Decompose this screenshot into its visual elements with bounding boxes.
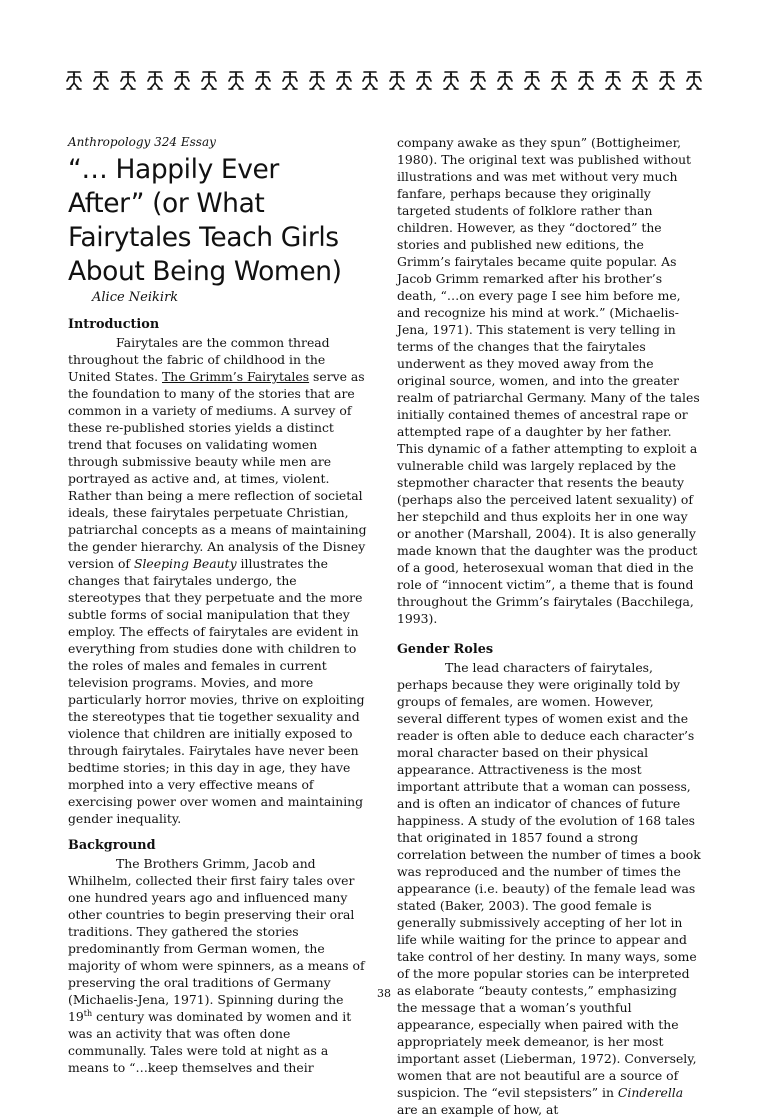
figure-ornament-icon [387, 69, 407, 91]
section-heading-introduction: Introduction [68, 317, 160, 332]
text-run: The lead characters of fairytales, perhaps because they were originally told by groups of females, are women. However, several different types of women exist and the reader is often able to deduce each character’s moral character based on their physical appearance. Attractiveness is the most important attribute that a woman can possess, and is often an indicator of chances of future happiness. A study of the evolution of 168 tales that originated in 1857 found a strong correlation between the number of times a book was reproduced and the number of times the appearance (i.e. beauty) of the female lead was stated (Baker, 2003). The good female is generally submissively accepting of her lot in life while waiting for the prince to appear and take control of her destiny. In many ways, some of the more popular stories can be interpreted as elaborate “beauty contests,” emphasizing the message that a woman’s youthful appearance, especially when paired with the appropriately meek demeanor, is her most important asset (Lieberman, 1972). Conversely, women that are not beautiful are a source of suspicion. The “evil stepsisters” in [397, 660, 701, 1100]
figure-ornament-icon [360, 69, 380, 91]
figure-ornament-icon [414, 69, 434, 91]
figure-ornament-icon [307, 69, 327, 91]
introduction-paragraph [68, 334, 368, 827]
title-line: Fairytales Teach Girls [68, 222, 339, 253]
right-column [397, 134, 701, 1118]
gender-roles-paragraph [397, 659, 701, 1118]
figure-ornament-icon [522, 69, 542, 91]
figure-ornament-icon [172, 69, 192, 91]
essay-kicker: Anthropology 324 Essay [68, 135, 216, 149]
story-title-italic: Cinderella [617, 1085, 684, 1100]
text-run: company awake as they spun” (Bottigheimer, 1980). The original text was published without illustrations and was met without very much fanfare, perhaps because they originally targeted students of folklore rather than children. However, as they “doctored” the stories and published new editions, the Grimm’s fairytales became quite popular. As Jacob Grimm remarked after his brother’s death, “…on every page I see him before me, and recognize his mind at work.” (Michaelis-Jena, 1971). This statement is very telling in terms of the changes that the fairytales underwent as they moved away from the original source, women, and into the greater realm of patriarchal Germany. Many of the tales initially contained themes of ancestral rape or attempted rape of a daughter by her father. This dynamic of a father attempting to exploit a vulnerable child was largely replaced by the stepmother character that resents the beauty (perhaps also the perceived latent sexuality) of her stepchild and thus exploits her in one way or another (Marshall, 2004). It is also generally made known that the daughter was the product of a good, heterosexual woman that died in the role of “innocent victim”, a theme that is found throughout the Grimm’s fairytales (Bacchilega, 1993). [397, 135, 700, 626]
figure-ornament-icon [495, 69, 515, 91]
figure-ornament-icon [253, 69, 273, 91]
background-paragraph [68, 855, 368, 1076]
figure-ornament-icon [603, 69, 623, 91]
title-line: After” (or What [68, 188, 265, 219]
title-line: “… Happily Ever [68, 154, 279, 185]
figure-ornament-icon [576, 69, 596, 91]
superscript: th [83, 1008, 93, 1018]
figure-ornament-icon [468, 69, 488, 91]
author-name: Alice Neikirk [92, 290, 179, 305]
figure-ornament-icon [199, 69, 219, 91]
figure-ornament-icon [684, 69, 704, 91]
film-title-italic: Sleeping Beauty [133, 556, 237, 571]
figure-ornament-icon [280, 69, 300, 91]
text-run: serve as the foundation to many of the stories that are common in a variety of mediums. A survey of these re-published stories yields a distinct trend that focuses on validating women through submissive beauty while men are portrayed as active and, at times, violent. Rather than being a mere reflection of societal ideals, these fairytales perpetuate Christian, patriarchal concepts as a means of maintaining the gender hierarchy. An analysis of the Disney version of [68, 369, 367, 571]
figure-ornament-icon [145, 69, 165, 91]
figure-ornament-icon [334, 69, 354, 91]
figure-ornament-icon [118, 69, 138, 91]
figure-ornament-icon [630, 69, 650, 91]
figure-ornament-icon [549, 69, 569, 91]
title-line: About Being Women) [68, 256, 342, 287]
section-heading-gender-roles: Gender Roles [397, 642, 494, 657]
article-title [68, 153, 368, 289]
section-heading-background: Background [68, 838, 156, 853]
figure-ornament-icon [64, 69, 84, 91]
figure-ornament-icon [226, 69, 246, 91]
text-run: century was dominated by women and it was an activity that was often done communally. Tales were told at night as a means to “…keep themselves and their [68, 1009, 352, 1075]
text-run: are an example of how, at [397, 1102, 559, 1117]
book-title-underlined: The Grimm’s Fairytales [161, 369, 310, 384]
ornament-row [64, 66, 704, 94]
figure-ornament-icon [657, 69, 677, 91]
background-paragraph-continued [397, 134, 701, 627]
figure-ornament-icon [441, 69, 461, 91]
text-run: The Brothers Grimm, Jacob and Whilhelm, collected their first fairy tales over one hundred years ago and influenced many other countries to begin preserving their oral traditions. They gathered the stories predominantly from German women, the majority of whom were spinners, as a means of preserving the oral traditions of Germany (Michaelis-Jena, 1971). Spinning during the 19 [68, 856, 365, 1024]
text-run: Fairytales are the common thread throughout the fabric of childhood in the United States. [68, 335, 330, 384]
left-column [68, 134, 368, 1076]
page-number: 38 [377, 987, 391, 1000]
figure-ornament-icon [91, 69, 111, 91]
text-run: illustrates the changes that fairytales undergo, the stereotypes that they perpetuate and the more subtle forms of social manipulation that they employ. The effects of fairytales are evident in everything from studies done with children to the roles of males and females in current television programs. Movies, and more particularly horror movies, thrive on exploiting the stereotypes that tie together sexuality and violence that children are initially exposed to through fairytales. Fairytales have never been bedtime stories; in this day in age, they have morphed into a very effective means of exercising power over women and maintaining gender inequality. [68, 556, 365, 826]
